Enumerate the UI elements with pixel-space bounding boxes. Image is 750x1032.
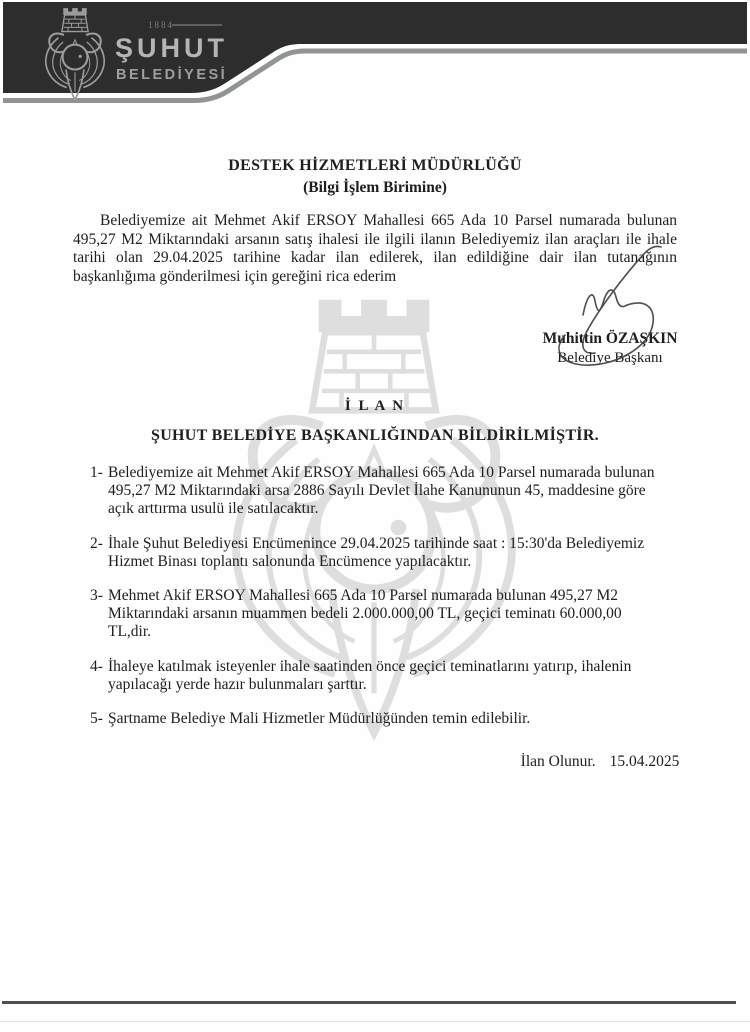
item-number: 2- bbox=[90, 534, 103, 552]
item-number: 4- bbox=[90, 657, 103, 675]
intro-paragraph: Belediyemize ait Mehmet Akif ERSOY Mahallesi 665 Ada 10 Parsel numarada bulunan 495,27 M2 Miktarındaki arsanın satış ihalesi ile ilgili ilanın Belediyemiz ilan araçları ile ihale tarihi olan 29.04.2025 tarihine kadar ilan edilerek, ilan edildiğine dair ilan tutanağının başkanlığıma gönderilmesi için gereğini rica ederim bbox=[73, 212, 677, 285]
handwritten-signature bbox=[495, 243, 685, 375]
closing-date: 15.04.2025 bbox=[609, 753, 680, 770]
item-number: 1- bbox=[90, 464, 103, 481]
logo-org-name: BELEDİYESİ bbox=[116, 67, 228, 83]
item-text: Belediyemize ait Mehmet Akif ERSOY Mahallesi 665 Ada 10 Parsel numarada bulunan 495,27 M2 Miktarındaki arsa 2886 Sayılı Devlet İlahe Kanununun 45, maddesine göre açık arttırma usulü ile satılacaktır. bbox=[108, 464, 655, 518]
letterhead-banner bbox=[0, 0, 750, 112]
closing-line bbox=[480, 753, 720, 771]
item-number: 5- bbox=[90, 710, 103, 728]
item-number: 3- bbox=[90, 587, 103, 605]
item-text: Mehmet Akif ERSOY Mahallesi 665 Ada 10 Parsel numarada bulunan 495,27 M2 Miktarındaki arsanın muammen bedeli 2.000.000,00 TL, geçici teminatı 60.000,00 TL,dir. bbox=[108, 587, 622, 641]
list-item bbox=[90, 710, 666, 728]
announcement-subheading: ŞUHUT BELEDİYE BAŞKANLIĞINDAN BİLDİRİLMİŞTİR. bbox=[151, 427, 599, 444]
logo-year: 1884 bbox=[148, 20, 174, 30]
closing-label: İlan Olunur. bbox=[520, 753, 596, 770]
signer-title: Belediye Başkanı bbox=[557, 350, 663, 366]
item-text: Şartname Belediye Mali Hizmetler Müdürlüğünden temin edilebilir. bbox=[108, 710, 531, 728]
list-item bbox=[90, 535, 666, 571]
list-item bbox=[90, 464, 666, 519]
list-item bbox=[90, 658, 666, 694]
announcement-item-list bbox=[90, 464, 666, 744]
item-text: İhale Şuhut Belediyesi Encümenince 29.04.2025 tarihinde saat : 15:30'da Belediyemiz Hizmet Binası toplantı salonunda Encümence yapılacaktır. bbox=[108, 534, 645, 570]
footer-rule bbox=[2, 1001, 736, 1004]
logo-city-name: ŞUHUT bbox=[115, 33, 228, 63]
footer-rule-faint bbox=[0, 1021, 750, 1022]
announcement-heading: İ L A N bbox=[344, 398, 406, 414]
department-subtitle: (Bilgi İşlem Birimine) bbox=[303, 179, 447, 196]
signer-name: Muhittin ÖZAŞKIN bbox=[542, 330, 678, 347]
item-text: İhaleye katılmak isteyenler ihale saatinden önce geçici teminatlarını yatırıp, ihalenin yapılacağı yerde hazır bulunmaları şarttır. bbox=[108, 657, 632, 693]
department-title: DESTEK HİZMETLERİ MÜDÜRLÜĞÜ bbox=[228, 157, 522, 174]
list-item bbox=[90, 587, 666, 642]
